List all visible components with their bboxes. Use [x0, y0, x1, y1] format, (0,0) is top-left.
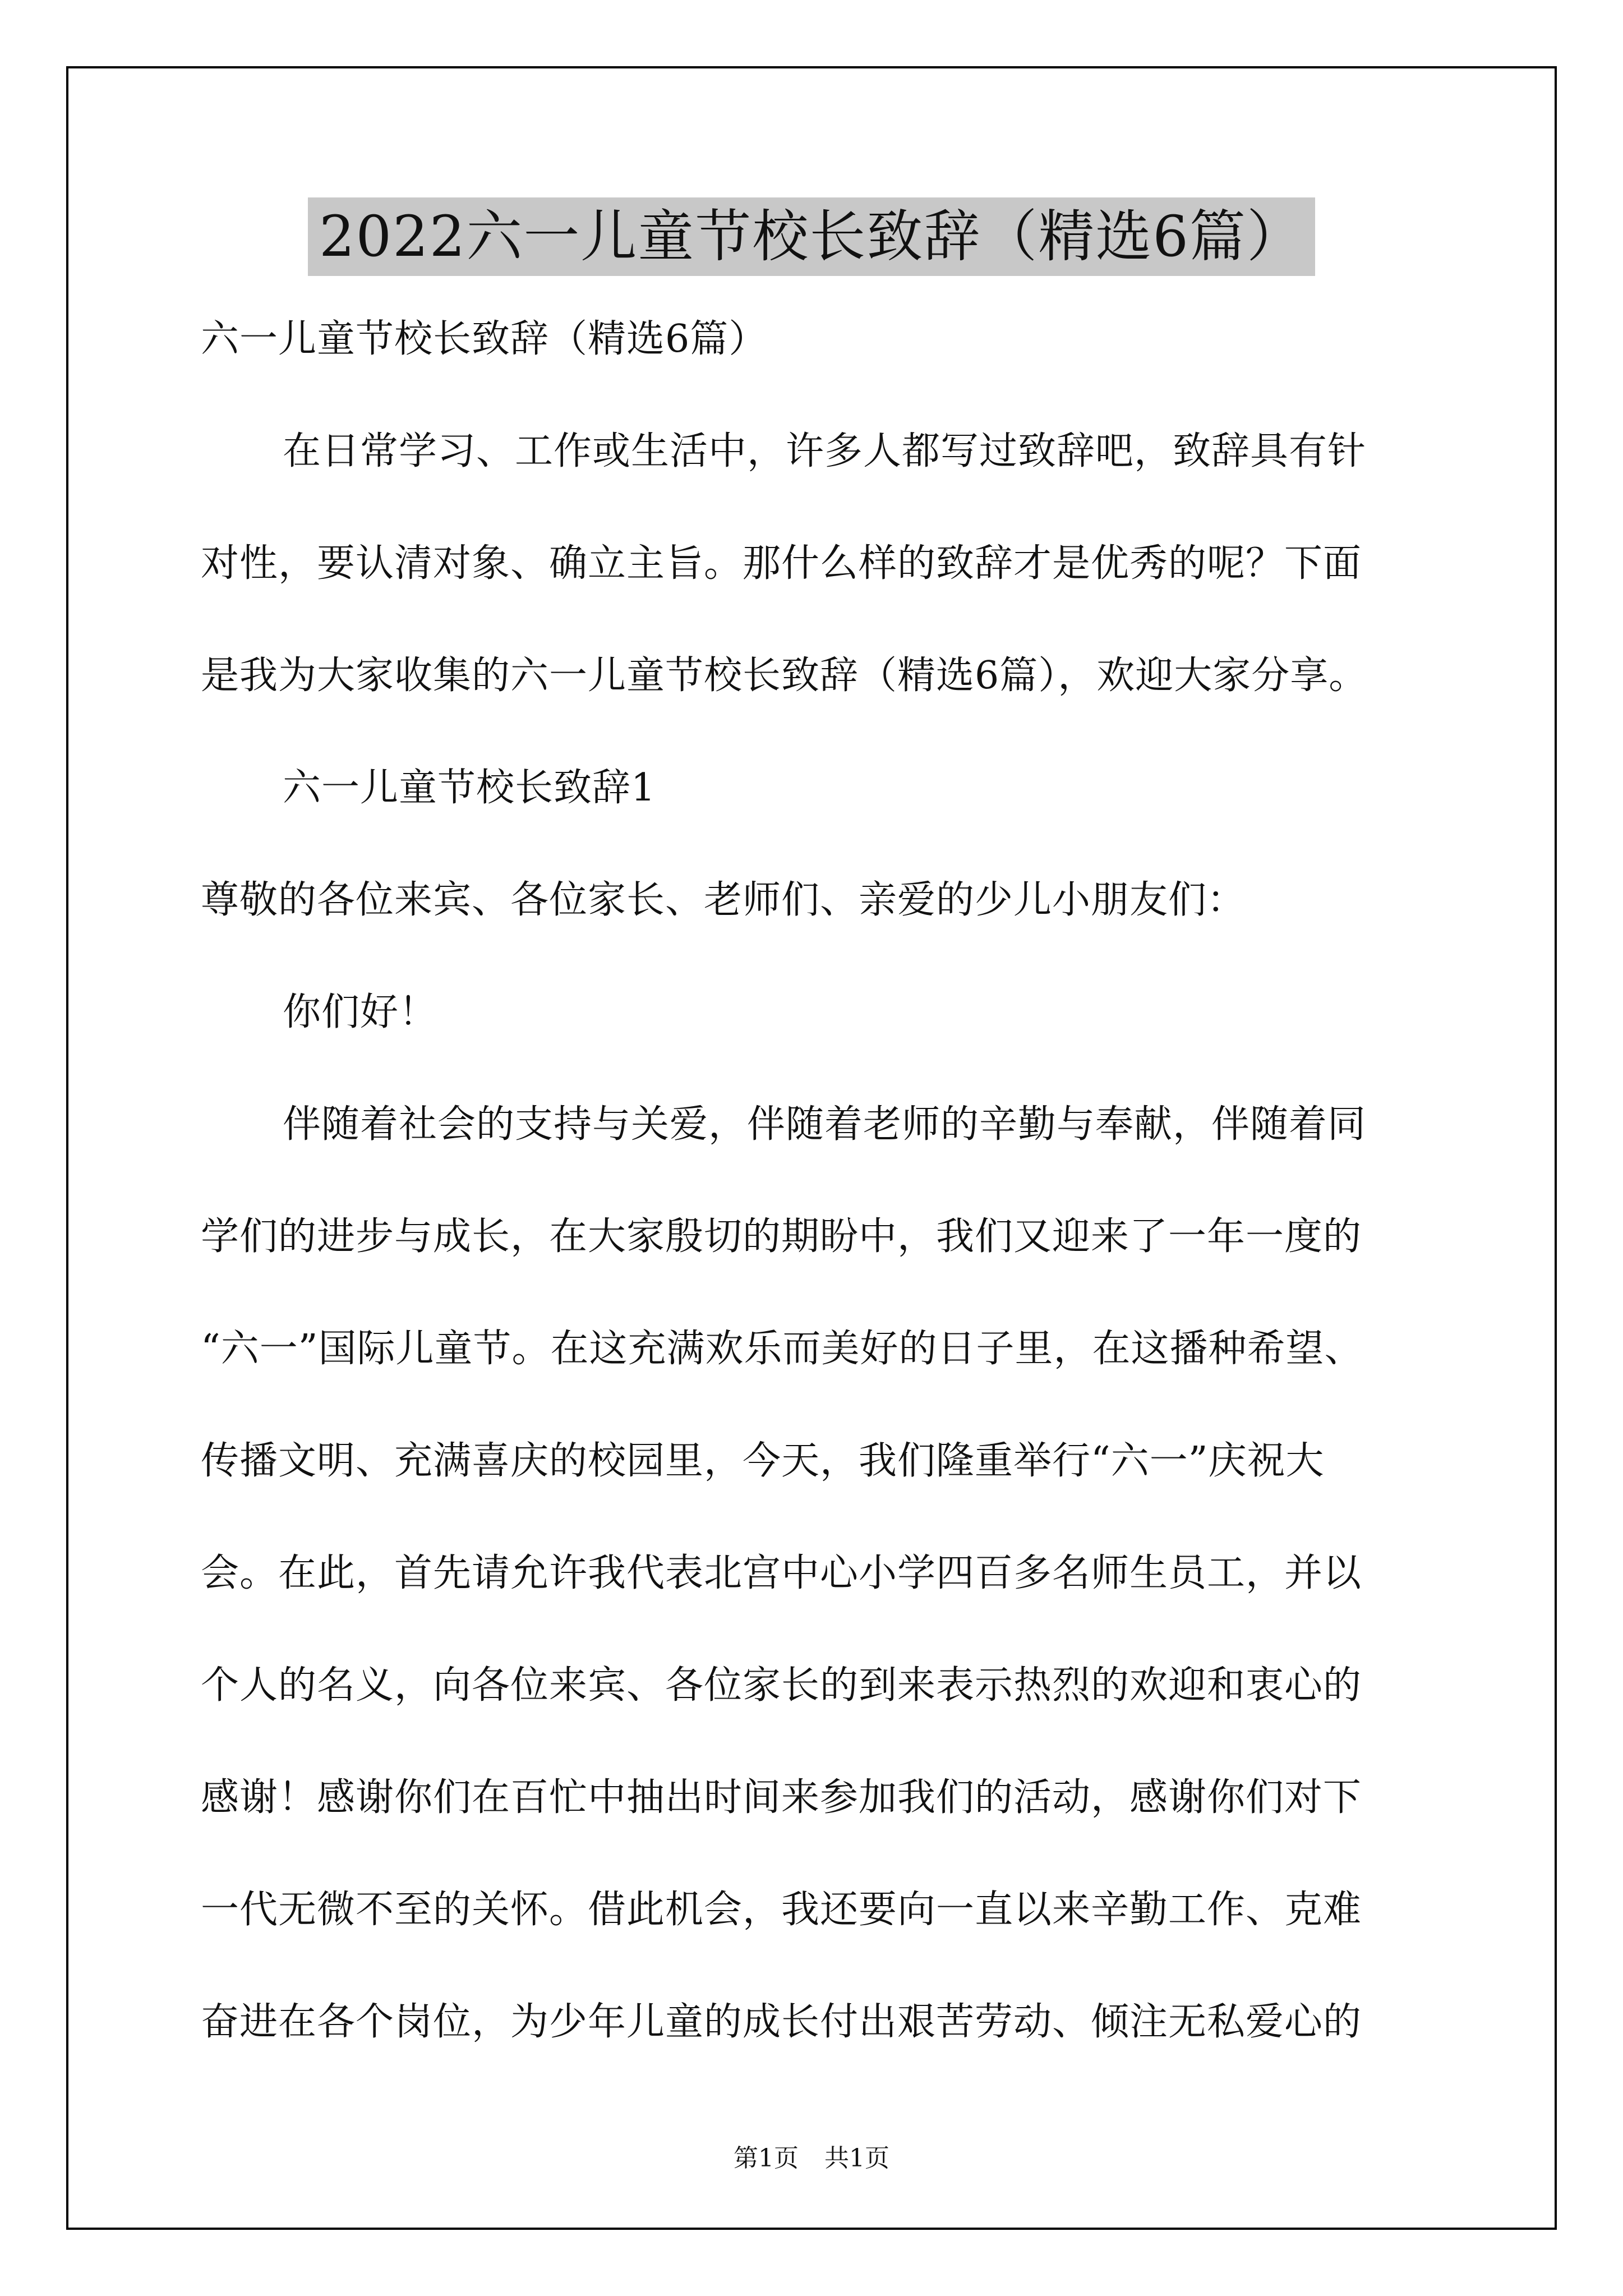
- title-container: [0, 197, 1623, 276]
- paragraph-line: 是我为大家收集的六一儿童节校长致辞（精选6篇），欢迎大家分享。: [201, 654, 1368, 698]
- paragraph-line: 感谢！感谢你们在百忙中抽出时间来参加我们的活动，感谢你们对下: [201, 1775, 1362, 1820]
- paragraph-line: 一代无微不至的关怀。借此机会，我还要向一直以来辛勤工作、克难: [201, 1888, 1362, 1932]
- paragraph-line: 个人的名义，向各位来宾、各位家长的到来表示热烈的欢迎和衷心的: [201, 1663, 1362, 1708]
- section-heading: 六一儿童节校长致辞1: [283, 766, 656, 810]
- paragraph-line: 学们的进步与成长，在大家殷切的期盼中，我们又迎来了一年一度的: [201, 1214, 1362, 1259]
- paragraph-line: 伴随着社会的支持与关爱，伴随着老师的辛勤与奉献，伴随着同: [283, 1102, 1367, 1147]
- paragraph-line: “六一”国际儿童节。在这充满欢乐而美好的日子里，在这播种希望、: [201, 1327, 1363, 1371]
- paragraph-line: 会。在此，首先请允许我代表北宫中心小学四百多名师生员工，并以: [201, 1551, 1362, 1595]
- subtitle-line: 六一儿童节校长致辞（精选6篇）: [201, 317, 768, 361]
- document-title: 2022六一儿童节校长致辞（精选6篇）: [308, 197, 1315, 276]
- greeting-line: 你们好！: [283, 990, 438, 1034]
- document-body: [201, 311, 1485, 2106]
- page-footer: [0, 2142, 1623, 2175]
- paragraph-line: 传播文明、充满喜庆的校园里，今天，我们隆重举行“六一”庆祝大: [201, 1439, 1325, 1483]
- page-total: 共1页: [824, 2144, 889, 2173]
- page-number: 第1页: [734, 2144, 799, 2173]
- paragraph-line: 对性，要认清对象、确立主旨。那什么样的致辞才是优秀的呢？下面: [201, 541, 1362, 586]
- salutation-line: 尊敬的各位来宾、各位家长、老师们、亲爱的少儿小朋友们：: [201, 878, 1246, 922]
- paragraph-line: 在日常学习、工作或生活中，许多人都写过致辞吧，致辞具有针: [283, 429, 1367, 473]
- paragraph-line: 奋进在各个岗位，为少年儿童的成长付出艰苦劳动、倾注无私爱心的: [201, 2000, 1362, 2044]
